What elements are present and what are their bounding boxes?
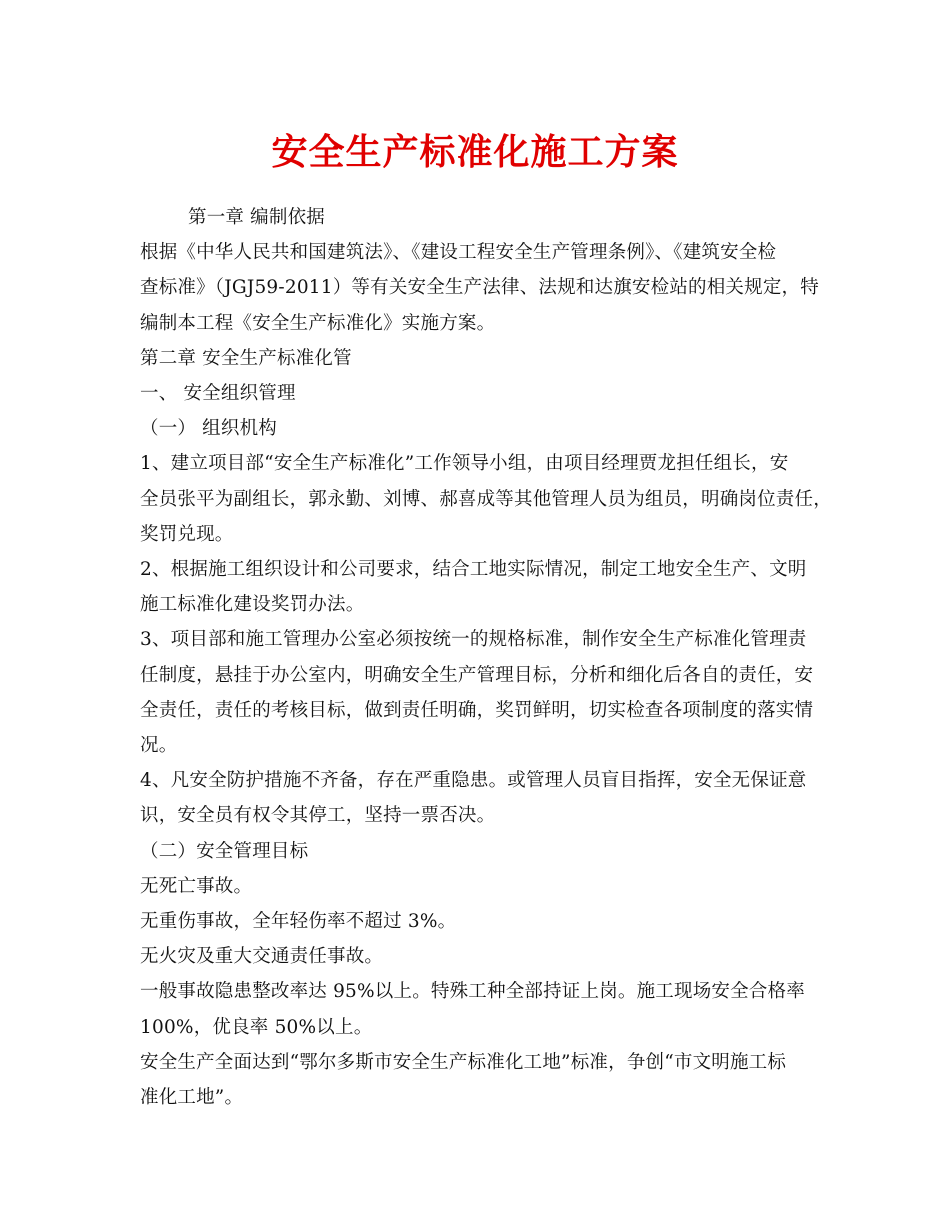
- paragraph-line: 准化工地”。: [140, 1087, 244, 1109]
- document-body: [140, 200, 832, 1115]
- paragraph-line: 安全生产全面达到“鄂尔多斯市安全生产标准化工地”标准，争创“市文明施工标: [140, 1051, 787, 1073]
- chapter-heading-2: 第二章 安全生产标准化管: [140, 347, 352, 369]
- paragraph-line: 无火灾及重大交通责任事故。: [140, 946, 384, 968]
- paragraph-line: 100%，优良率 50%以上。: [140, 1016, 373, 1038]
- paragraph-line: 无死亡事故。: [140, 875, 253, 897]
- paragraph-line: 识，安全员有权令其停工，坚持一票否决。: [140, 805, 496, 827]
- paragraph-line: 全责任，责任的考核目标，做到责任明确，奖罚鲜明，切实检查各项制度的落实情: [140, 699, 814, 721]
- paragraph-line: 无重伤事故，全年轻伤率不超过 3%。: [140, 911, 457, 933]
- paragraph-line: 查标准》（JGJ59-2011）等有关安全生产法律、法规和达旗安检站的相关规定，特: [140, 277, 819, 299]
- paragraph-line: 根据《中华人民共和国建筑法》、《建设工程安全生产管理条例》、《建筑安全检: [140, 242, 777, 264]
- paragraph-line: 奖罚兑现。: [140, 523, 234, 545]
- paragraph-line: 全员张平为副组长，郭永勤、刘博、郝喜成等其他管理人员为组员，明确岗位责任，: [140, 488, 832, 510]
- section-heading: 一、 安全组织管理: [140, 383, 296, 405]
- document-title: 安全生产标准化施工方案: [271, 131, 679, 173]
- paragraph-line: 一般事故隐患整改率达 95%以上。特殊工种全部持证上岗。施工现场安全合格率: [140, 981, 805, 1003]
- subsection-heading: （一） 组织机构: [140, 418, 277, 440]
- paragraph-line: 2、根据施工组织设计和公司要求，结合工地实际情况，制定工地安全生产、文明: [140, 559, 807, 581]
- paragraph-line: 4、凡安全防护措施不齐备，存在严重隐患。或管理人员盲目指挥，安全无保证意: [140, 770, 807, 792]
- paragraph-line: 况。: [140, 735, 178, 757]
- paragraph-line: 3、项目部和施工管理办公室必须按统一的规格标准，制作安全生产标准化管理责: [140, 629, 807, 651]
- chapter-heading-1: 第一章 编制依据: [188, 207, 325, 228]
- paragraph-line: 编制本工程《安全生产标准化》实施方案。: [140, 312, 496, 334]
- paragraph-line: 施工标准化建设奖罚办法。: [140, 594, 365, 616]
- paragraph-line: 1、建立项目部“安全生产标准化”工作领导小组，由项目经理贾龙担任组长，安: [140, 453, 789, 475]
- paragraph-line: 任制度，悬挂于办公室内，明确安全生产管理目标，分析和细化后各自的责任，安: [140, 664, 814, 686]
- subsection-heading: （二）安全管理目标: [140, 840, 309, 862]
